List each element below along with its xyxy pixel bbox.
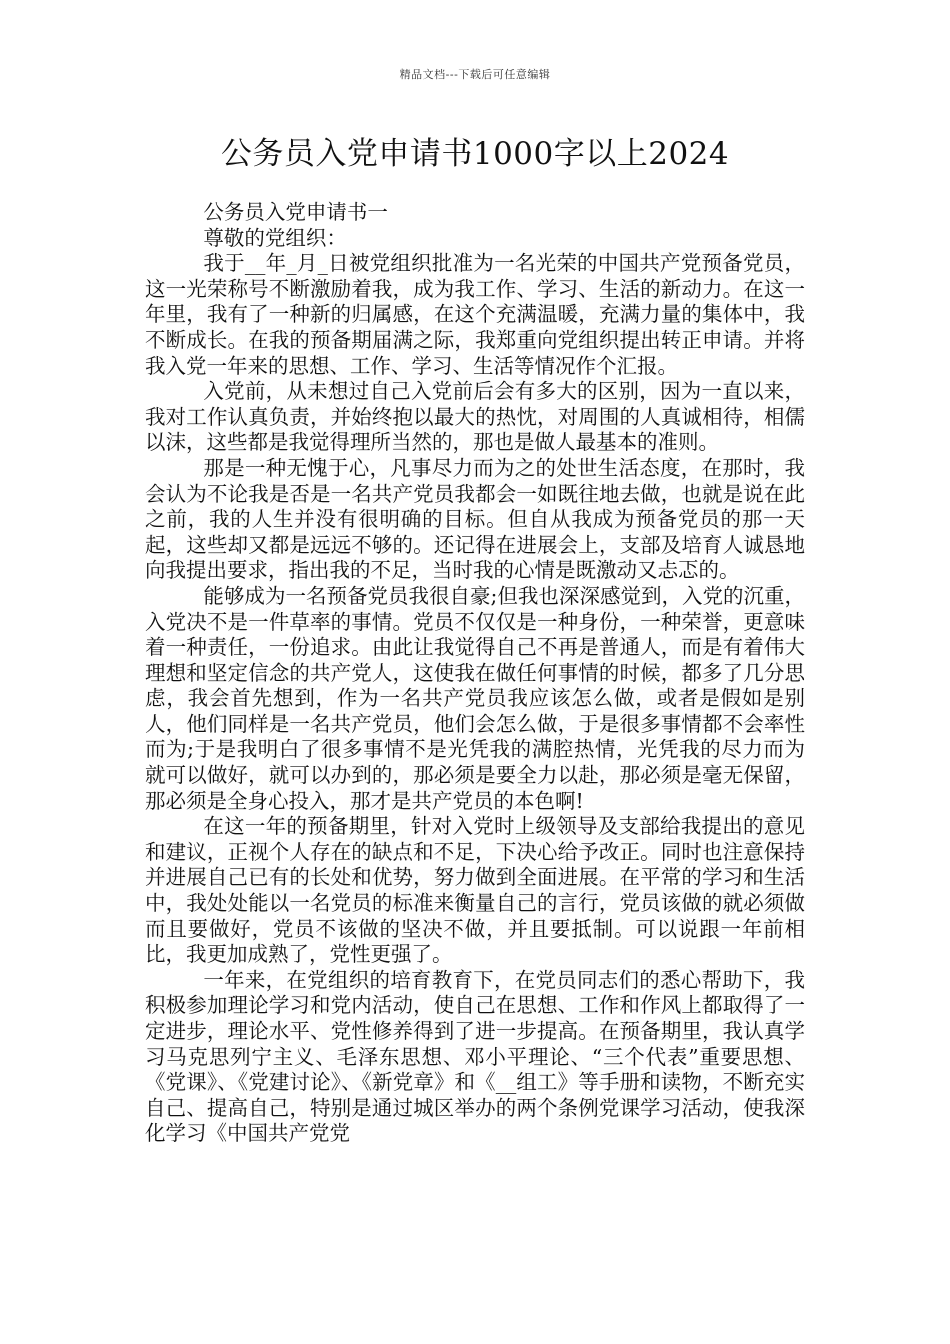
paragraph: 能够成为一名预备党员我很自豪;但我也深深感觉到，入党的沉重，入党决不是一件草率的事情。党员不仅仅是一种身份，一种荣誉，更意味着一种责任，一份追求。由此让我觉得自己不再是普通人，而是有着伟大理想和坚定信念的共产党人，这使我在做任何事情的时候，都多了几分思虑，我会首先想到，作为一名共产党员我应该怎么做，或者是假如是别人，他们同样是一名共产党员，他们会怎么做，于是很多事情都不会率性而为;于是我明白了很多事情不是光凭我的满腔热情，光凭我的尽力而为就可以做好，就可以办到的，那必须是要全力以赴，那必须是毫无保留，那必须是全身心投入，那才是共产党员的本色啊! [145,583,805,813]
section-subtitle: 公务员入党申请书一 [203,200,388,224]
paragraph: 那是一种无愧于心，凡事尽力而为之的处世生活态度，在那时，我会认为不论我是否是一名共产党员我都会一如既往地去做，也就是说在此之前，我的人生并没有很明确的目标。但自从我成为预备党员的那一天起，这些却又都是远远不够的。还记得在进展会上，支部及培育人诚恳地向我提出要求，指出我的不足，当时我的心情是既激动又忐忑的。 [145,455,805,583]
paragraph: 一年来，在党组织的培育教育下，在党员同志们的悉心帮助下，我积极参加理论学习和党内活动，使自己在思想、工作和作风上都取得了一定进步，理论水平、党性修养得到了进一步提高。在预备期里，我认真学习马克思列宁主义、毛泽东思想、邓小平理论、“三个代表”重要思想、《党课》、《党建讨论》、《新党章》和《__组工》等手册和读物，不断充实自己、提高自己，特别是通过城区举办的两个条例党课学习活动，使我深化学习《中国共产党党 [145,967,805,1146]
paragraph: 我于__年_月_日被党组织批准为一名光荣的中国共产党预备党员，这一光荣称号不断激励着我，成为我工作、学习、生活的新动力。在这一年里，我有了一种新的归属感，在这个充满温暖，充满力量的集体中，我不断成长。在我的预备期届满之际，我郑重向党组织提出转正申请。并将我入党一年来的思想、工作、学习、生活等情况作个汇报。 [145,251,805,378]
document-body [145,200,805,1147]
header-note: 精品文档---下载后可任意编辑 [399,68,551,81]
salutation: 尊敬的党组织： [203,225,347,250]
document-title: 公务员入党申请书1000字以上2024 [220,136,730,172]
paragraph: 入党前，从未想过自己入党前后会有多大的区别，因为一直以来，我对工作认真负责，并始终抱以最大的热忱，对周围的人真诚相待，相儒以沫，这些都是我觉得理所当然的，那也是做人最基本的准则。 [145,379,805,455]
paragraph: 在这一年的预备期里，针对入党时上级领导及支部给我提出的意见和建议，正视个人存在的缺点和不足，下决心给予改正。同时也注意保持并进展自己已有的长处和优势，努力做到全面进展。在平常的学习和生活中，我处处能以一名党员的标准来衡量自己的言行，党员该做的就必须做而且要做好，党员不该做的坚决不做，并且要抵制。可以说跟一年前相比，我更加成熟了，党性更强了。 [145,814,805,967]
